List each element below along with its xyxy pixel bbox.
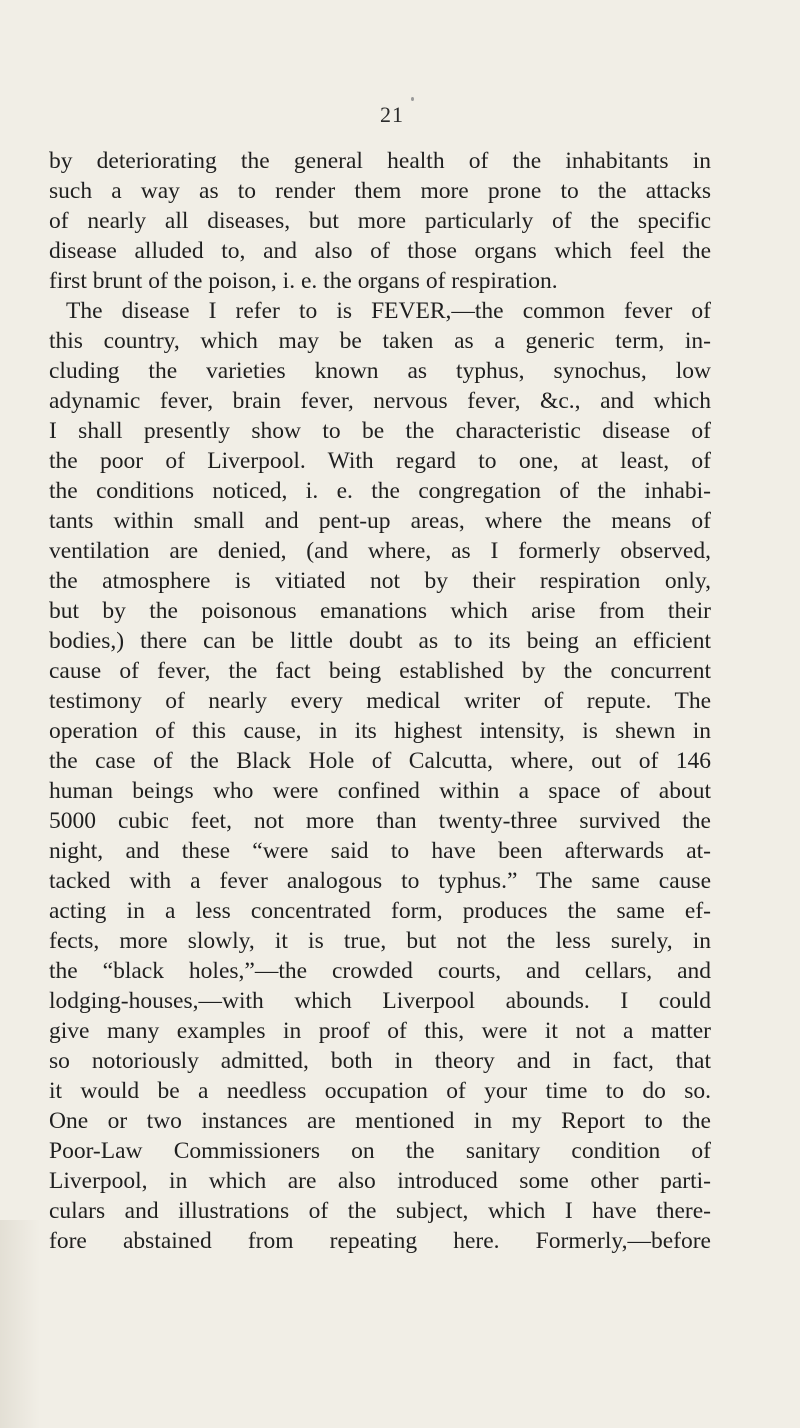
text-line: human beings who were confined within a space of about — [49, 778, 711, 804]
text-line: fore abstained from repeating here. Formerly,—before — [49, 1228, 711, 1254]
text-line: I shall presently show to be the characteristic disease of — [49, 418, 711, 444]
page-number: 21 — [380, 102, 404, 127]
text-line: such a way as to render them more prone to the attacks — [49, 178, 711, 204]
text-line: disease alluded to, and also of those organs which feel the — [49, 238, 711, 264]
text-line: operation of this cause, in its highest intensity, is shewn in — [49, 718, 711, 744]
text-line: The disease I refer to is FEVER,—the common fever of — [66, 298, 711, 324]
text-line: tacked with a fever analogous to typhus.” The same cause — [49, 868, 711, 894]
text-line: give many examples in proof of this, were it not a matter — [49, 1018, 711, 1044]
text-line: night, and these “were said to have been afterwards at- — [49, 838, 711, 864]
text-line: it would be a needless occupation of your time to do so. — [49, 1078, 711, 1104]
text-line: the “black holes,”—the crowded courts, and cellars, and — [49, 958, 711, 984]
text-line: by deteriorating the general health of the inhabitants in — [49, 148, 711, 174]
text-line: fects, more slowly, it is true, but not the less surely, in — [49, 928, 711, 954]
text-line: adynamic fever, brain fever, nervous fever, &c., and which — [49, 388, 711, 414]
text-line: of nearly all diseases, but more particularly of the specific — [49, 208, 711, 234]
text-line: but by the poisonous emanations which arise from their — [49, 598, 711, 624]
text-line: ventilation are denied, (and where, as I formerly observed, — [49, 538, 711, 564]
text-line: first brunt of the poison, i. e. the organs of respiration. — [49, 268, 558, 294]
text-line: this country, which may be taken as a generic term, in- — [49, 328, 711, 354]
text-line: the poor of Liverpool. With regard to one, at least, of — [49, 448, 711, 474]
text-line: One or two instances are mentioned in my Report to the — [49, 1108, 711, 1134]
text-line: culars and illustrations of the subject, which I have there- — [49, 1198, 711, 1224]
page-edge-shadow — [0, 1220, 40, 1428]
text-line: testimony of nearly every medical writer of repute. The — [49, 688, 711, 714]
text-line: tants within small and pent-up areas, where the means of — [49, 508, 711, 534]
text-line: bodies,) there can be little doubt as to its being an efficient — [49, 628, 711, 654]
text-line: Liverpool, in which are also introduced some other parti- — [49, 1168, 711, 1194]
text-line: the conditions noticed, i. e. the congregation of the inhabi- — [49, 478, 711, 504]
text-line: so notoriously admitted, both in theory and in fact, that — [49, 1048, 711, 1074]
text-line: acting in a less concentrated form, produces the same ef- — [49, 898, 711, 924]
text-line: lodging-houses,—with which Liverpool abounds. I could — [49, 988, 711, 1014]
text-line: the atmosphere is vitiated not by their respiration only, — [49, 568, 711, 594]
text-line: cluding the varieties known as typhus, synochus, low — [49, 358, 711, 384]
text-line: Poor-Law Commissioners on the sanitary condition of — [49, 1138, 711, 1164]
text-line: 5000 cubic feet, not more than twenty-three survived the — [49, 808, 711, 834]
ink-speck — [411, 97, 414, 101]
text-line: the case of the Black Hole of Calcutta, where, out of 146 — [49, 748, 711, 774]
text-line: cause of fever, the fact being established by the concurrent — [49, 658, 711, 684]
